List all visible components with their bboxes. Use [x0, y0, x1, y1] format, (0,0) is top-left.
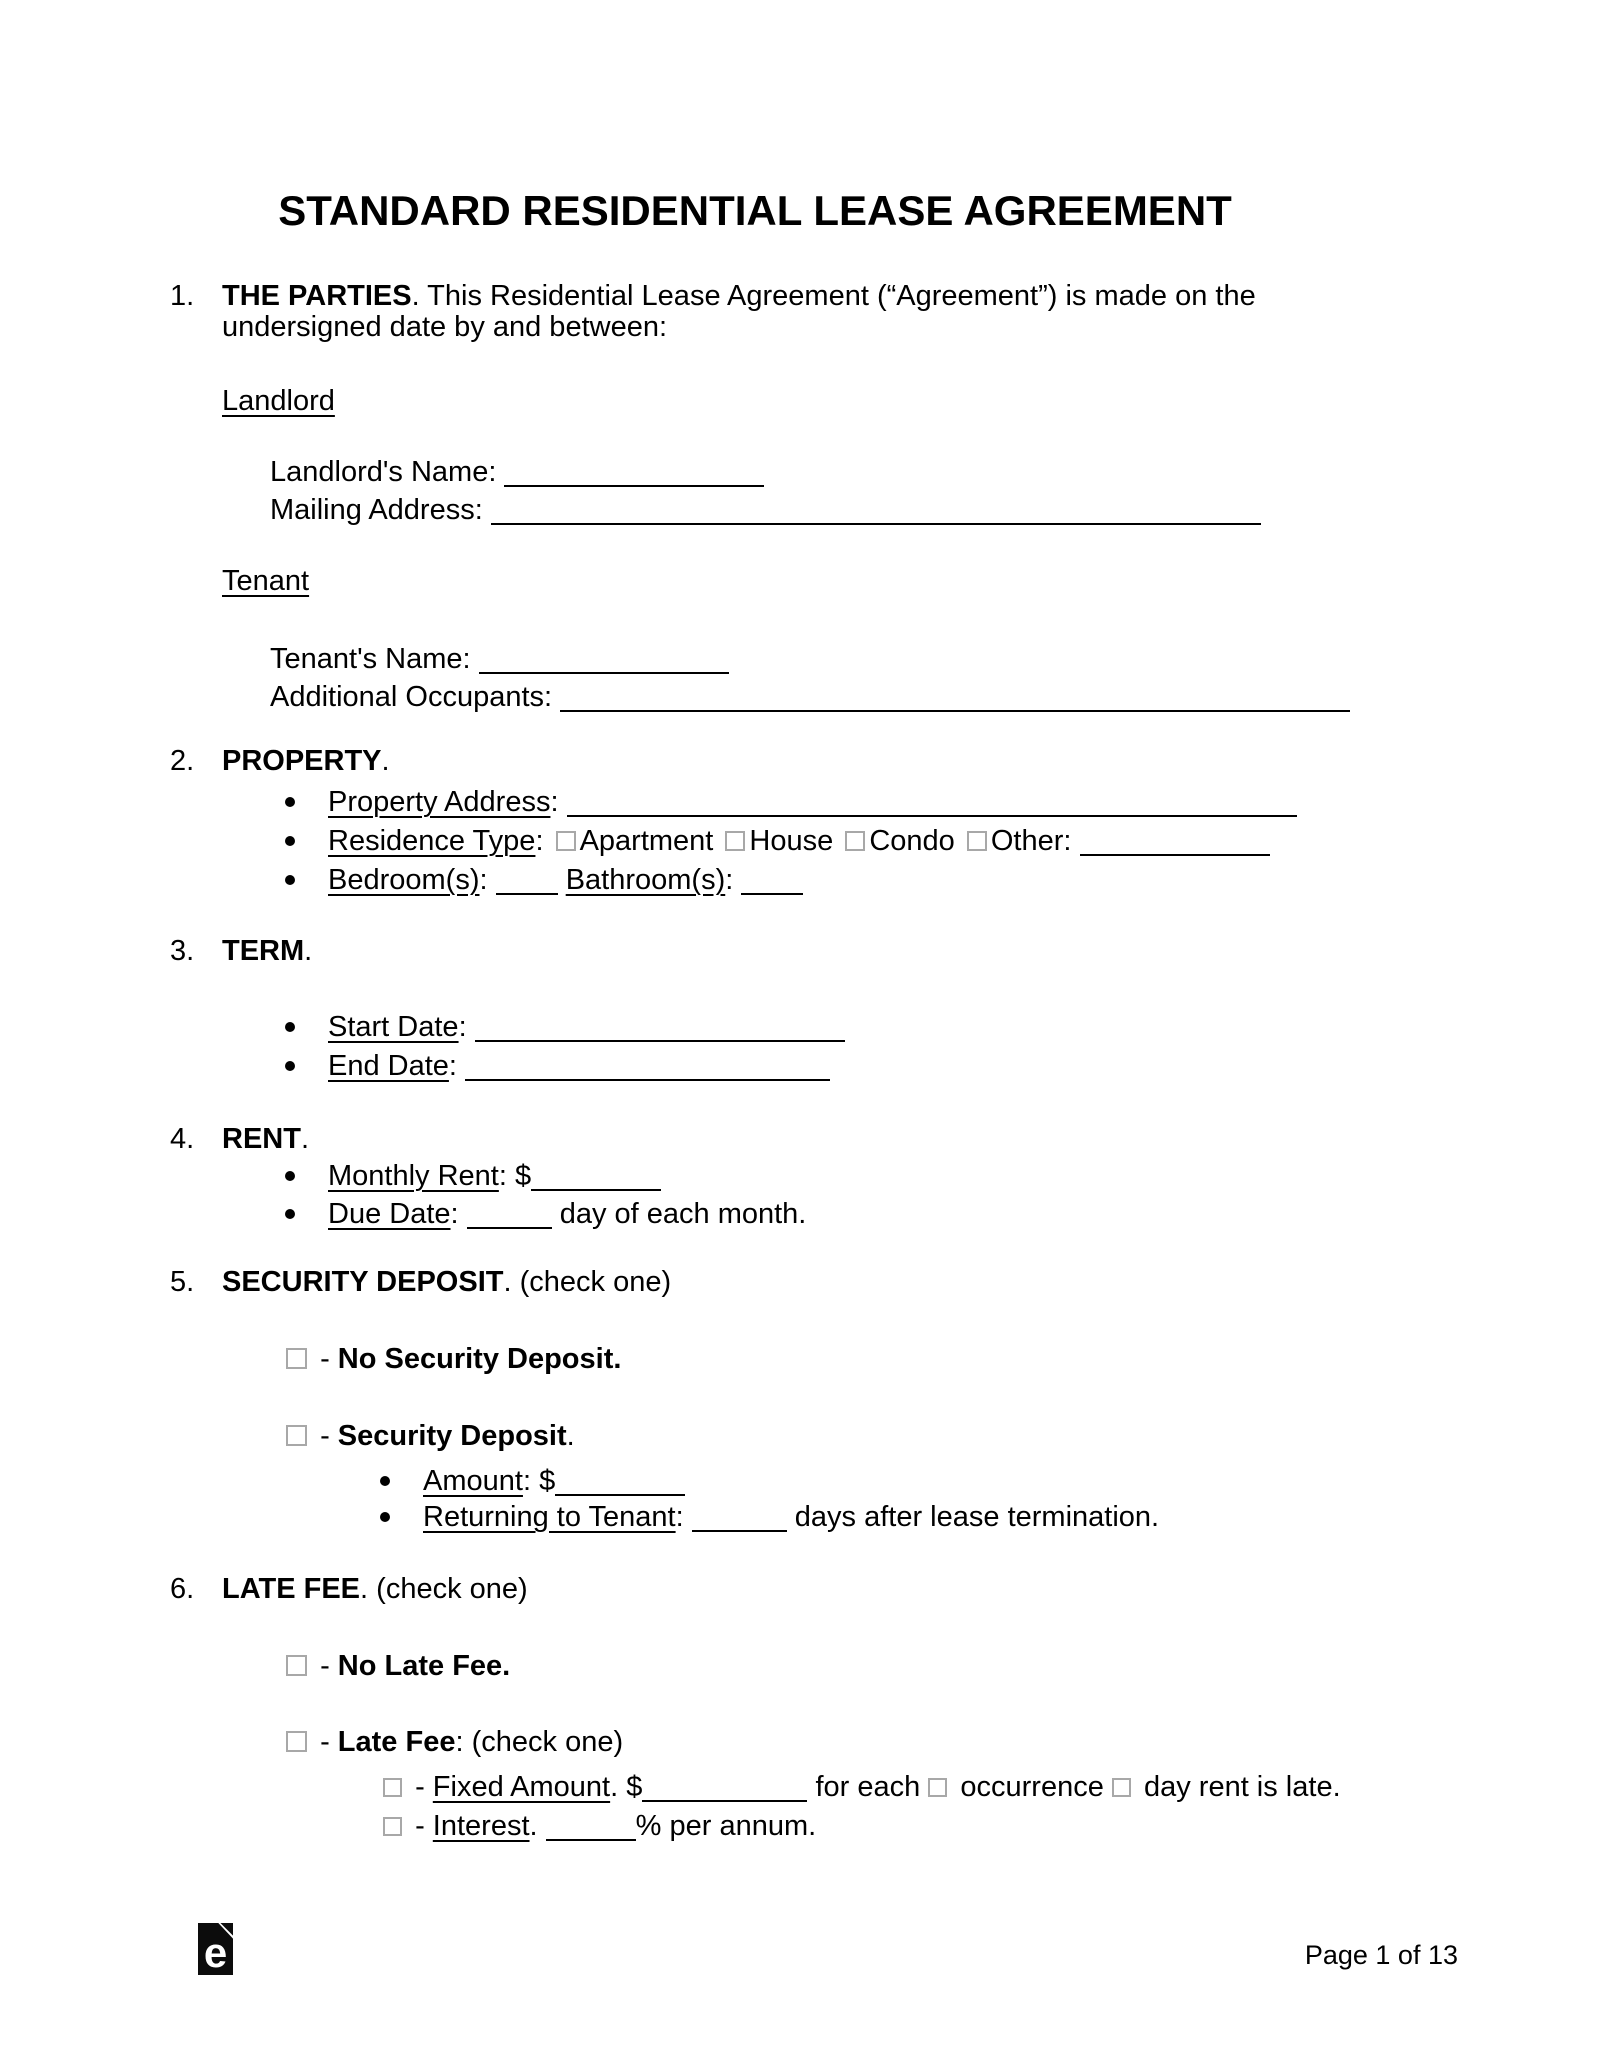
- additional-occupants-line: [270, 678, 1350, 716]
- checkbox-apartment[interactable]: [556, 831, 576, 851]
- deposit-return-days-field[interactable]: [692, 1500, 787, 1532]
- section-1-number: 1.: [170, 280, 195, 312]
- tenant-name-field[interactable]: [479, 642, 729, 674]
- checkbox-late-fee[interactable]: [286, 1731, 307, 1752]
- interest-rate-field[interactable]: [546, 1809, 636, 1841]
- bullet-icon: [285, 1061, 295, 1071]
- start-date-field[interactable]: [475, 1010, 845, 1042]
- logo-letter: e: [203, 1929, 228, 1976]
- section-6-number: 6.: [170, 1573, 195, 1605]
- additional-occupants-field[interactable]: [560, 680, 1350, 712]
- interest-label: Interest: [432, 1810, 530, 1842]
- section-2-number: 2.: [170, 745, 195, 777]
- bullet-icon: [285, 1209, 295, 1219]
- checkbox-day[interactable]: [1112, 1778, 1131, 1797]
- monthly-rent-field[interactable]: [531, 1159, 661, 1191]
- checkbox-fixed-amount[interactable]: [383, 1778, 402, 1797]
- security-deposit-option: - Security Deposit.: [286, 1417, 575, 1455]
- interest-suffix: % per annum.: [635, 1810, 817, 1842]
- due-date-line: Due Date: day of each month.: [285, 1195, 806, 1233]
- bullet-icon: [380, 1512, 390, 1522]
- tenant-name-label: Tenant's Name:: [270, 643, 471, 675]
- bullet-icon: [285, 875, 295, 885]
- section-6-heading: 6. LATE FEE. (check one): [170, 1570, 528, 1608]
- bullet-icon: [380, 1476, 390, 1486]
- no-security-deposit-label: No Security Deposit: [337, 1343, 614, 1375]
- bedrooms-label: Bedroom(s): [328, 864, 480, 896]
- bathrooms-field[interactable]: [741, 863, 803, 895]
- due-date-label: Due Date: [328, 1198, 451, 1230]
- section-3-heading: 3. TERM.: [170, 932, 312, 970]
- end-date-label: End Date: [328, 1050, 449, 1082]
- occurrence-label: occurrence: [960, 1771, 1104, 1803]
- additional-occupants-label: Additional Occupants:: [270, 681, 553, 713]
- section-1-text-line2: undersigned date by and between:: [222, 311, 668, 343]
- no-security-deposit-option: - No Security Deposit.: [286, 1340, 621, 1378]
- bathrooms-label: Bathroom(s): [565, 864, 726, 896]
- section-4-number: 4.: [170, 1123, 195, 1155]
- checkbox-house[interactable]: [725, 831, 745, 851]
- fixed-amount-label: Fixed Amount: [432, 1771, 611, 1803]
- start-date-label: Start Date: [328, 1011, 459, 1043]
- tenant-subheading: Tenant: [222, 565, 310, 597]
- bullet-icon: [285, 1022, 295, 1032]
- for-each-text: for each: [815, 1771, 921, 1803]
- landlord-name-label: Landlord's Name:: [270, 456, 497, 488]
- end-date-field[interactable]: [465, 1049, 830, 1081]
- residence-type-line: Residence Type: Apartment House Condo Other:: [285, 822, 1270, 860]
- interest-option: - Interest. % per annum.: [383, 1807, 816, 1845]
- checkbox-no-security-deposit[interactable]: [286, 1348, 307, 1369]
- section-3-number: 3.: [170, 935, 195, 967]
- late-fee-check-one-hint: (check one): [471, 1726, 624, 1758]
- property-address-field[interactable]: [567, 785, 1297, 817]
- no-late-fee-option: - No Late Fee.: [286, 1647, 510, 1685]
- section-5-number: 5.: [170, 1266, 195, 1298]
- security-deposit-label: Security Deposit: [337, 1420, 567, 1452]
- fixed-amount-option: - Fixed Amount. $ for each occurrence day rent is late.: [383, 1768, 1341, 1806]
- deposit-amount-label: Amount: [423, 1465, 523, 1497]
- residence-type-label: Residence Type: [328, 825, 536, 857]
- bedrooms-field[interactable]: [496, 863, 558, 895]
- tenant-name-line: [270, 640, 729, 678]
- section-2-heading: 2. PROPERTY.: [170, 742, 390, 780]
- house-option-label: House: [749, 825, 834, 857]
- late-fee-label: Late Fee: [337, 1726, 456, 1758]
- check-one-hint: (check one): [519, 1266, 672, 1298]
- checkbox-interest[interactable]: [383, 1817, 402, 1836]
- landlord-subheading: Landlord: [222, 385, 335, 417]
- section-1-text-line1: THE PARTIES. This Residential Lease Agreement (“Agreement”) is made on the: [222, 280, 1256, 312]
- eforms-logo-icon: [198, 1923, 233, 1975]
- checkbox-security-deposit[interactable]: [286, 1425, 307, 1446]
- checkbox-no-late-fee[interactable]: [286, 1655, 307, 1676]
- property-address-label: Property Address: [328, 786, 551, 818]
- check-one-hint: (check one): [376, 1573, 528, 1605]
- section-4-heading: 4. RENT.: [170, 1120, 309, 1158]
- monthly-rent-label: Monthly Rent: [328, 1160, 499, 1192]
- mailing-address-field[interactable]: [491, 493, 1261, 525]
- late-fee-option: - Late Fee: (check one): [286, 1723, 623, 1761]
- mailing-address-label: Mailing Address:: [270, 494, 483, 526]
- checkbox-condo[interactable]: [845, 831, 865, 851]
- other-residence-field[interactable]: [1080, 824, 1270, 856]
- deposit-amount-line: Amount: $: [380, 1462, 685, 1500]
- bullet-icon: [285, 797, 295, 807]
- start-date-line: Start Date:: [285, 1008, 845, 1046]
- due-date-field[interactable]: [467, 1197, 552, 1229]
- condo-option-label: Condo: [869, 825, 955, 857]
- bullet-icon: [285, 836, 295, 846]
- end-date-line: End Date:: [285, 1047, 830, 1085]
- returning-suffix: days after lease termination.: [794, 1501, 1160, 1533]
- page-number: Page 1 of 13: [1304, 1940, 1458, 1970]
- deposit-return-line: Returning to Tenant: days after lease termination.: [380, 1498, 1159, 1536]
- returning-to-tenant-label: Returning to Tenant: [423, 1501, 676, 1533]
- late-fee-amount-field[interactable]: [642, 1770, 807, 1802]
- bedrooms-bathrooms-line: Bedroom(s): Bathroom(s):: [285, 861, 803, 899]
- apartment-option-label: Apartment: [579, 825, 714, 857]
- mailing-address-line: [270, 491, 1261, 529]
- checkbox-occurrence[interactable]: [928, 1778, 947, 1797]
- checkbox-other[interactable]: [967, 831, 987, 851]
- day-rent-late-text: day rent is late.: [1143, 1771, 1341, 1803]
- bullet-icon: [285, 1171, 295, 1181]
- deposit-amount-field[interactable]: [555, 1464, 685, 1496]
- landlord-name-line: [270, 453, 764, 491]
- page-title: STANDARD RESIDENTIAL LEASE AGREEMENT: [278, 187, 1232, 234]
- monthly-rent-line: Monthly Rent: $: [285, 1157, 661, 1195]
- due-date-suffix: day of each month.: [559, 1198, 807, 1230]
- other-option-label: Other:: [990, 825, 1072, 857]
- property-address-line: Property Address:: [285, 783, 1297, 821]
- landlord-name-field[interactable]: [504, 455, 764, 487]
- section-5-heading: 5. SECURITY DEPOSIT. (check one): [170, 1263, 671, 1301]
- no-late-fee-label: No Late Fee: [337, 1650, 503, 1682]
